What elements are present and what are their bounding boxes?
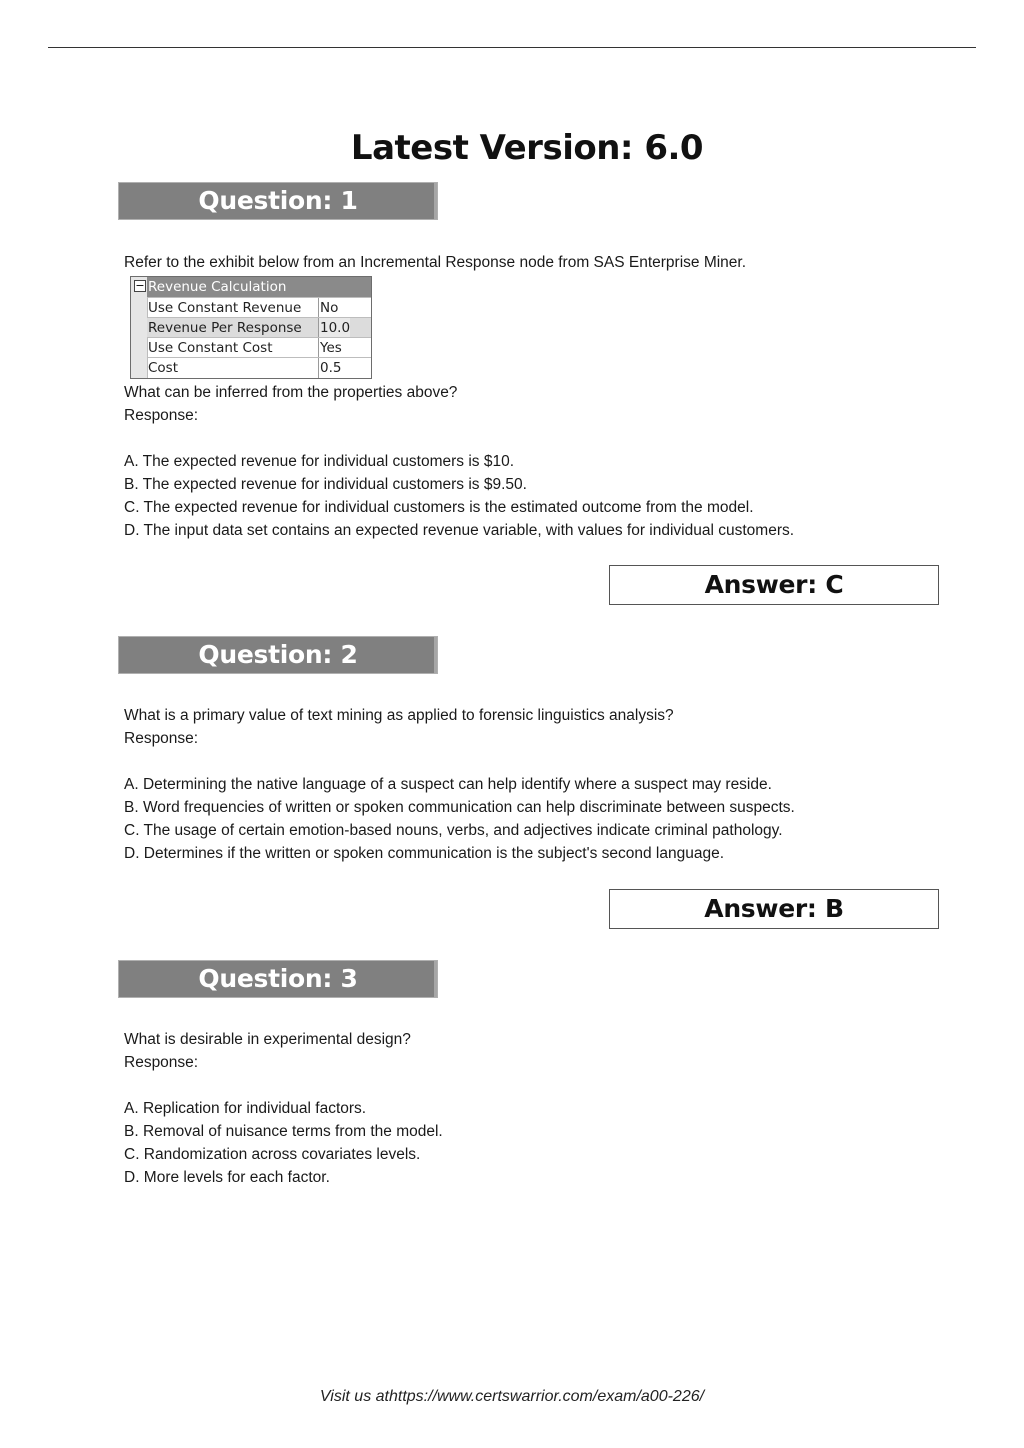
question-3-heading: Question: 3 xyxy=(118,960,438,998)
exhibit-key: Cost xyxy=(147,358,319,378)
question-2-answer: Answer: B xyxy=(609,889,939,929)
question-2-response-label: Response: xyxy=(124,730,199,747)
exhibit-row xyxy=(147,337,371,358)
question-1-prompt: Refer to the exhibit below from an Incremental Response node from SAS Enterprise Miner. xyxy=(124,254,747,271)
exhibit-row xyxy=(147,317,371,338)
exhibit-row xyxy=(147,357,371,378)
exhibit-key: Revenue Per Response xyxy=(147,318,319,338)
question-2-option-c: C. The usage of certain emotion-based nouns, verbs, and adjectives indicate criminal pathology. xyxy=(124,822,783,839)
question-1-heading: Question: 1 xyxy=(118,182,438,220)
question-3-prompt: What is desirable in experimental design? xyxy=(124,1031,411,1048)
exhibit-value: Yes xyxy=(320,340,342,356)
exhibit-value: 0.5 xyxy=(320,360,342,376)
question-1-option-a: A. The expected revenue for individual customers is $10. xyxy=(124,453,515,470)
question-2-prompt: What is a primary value of text mining as applied to forensic linguistics analysis? xyxy=(124,707,674,724)
exhibit-key: Use Constant Cost xyxy=(147,338,319,358)
question-1-answer: Answer: C xyxy=(609,565,939,605)
top-divider xyxy=(48,47,976,48)
question-3-response-label: Response: xyxy=(124,1054,199,1071)
collapse-icon: − xyxy=(135,279,145,292)
exhibit-gutter xyxy=(131,277,148,378)
page-title: Latest Version: 6.0 xyxy=(350,128,704,168)
question-3-option-b: B. Removal of nuisance terms from the model. xyxy=(124,1123,443,1140)
question-2-heading: Question: 2 xyxy=(118,636,438,674)
question-1-text: What can be inferred from the properties above? xyxy=(124,384,458,401)
question-1-option-d: D. The input data set contains an expected revenue variable, with values for individual customers. xyxy=(124,522,795,539)
exhibit-key: Use Constant Revenue xyxy=(147,298,319,318)
exhibit-row xyxy=(147,297,371,318)
question-2-option-b: B. Word frequencies of written or spoken communication can help discriminate between suspects. xyxy=(124,799,795,816)
exhibit-header: Revenue Calculation xyxy=(147,277,371,297)
revenue-calculation-exhibit xyxy=(130,276,372,379)
question-1-response-label: Response: xyxy=(124,407,199,424)
question-3-option-c: C. Randomization across covariates levels. xyxy=(124,1146,421,1163)
question-1-option-b: B. The expected revenue for individual customers is $9.50. xyxy=(124,476,527,493)
question-3-option-a: A. Replication for individual factors. xyxy=(124,1100,367,1117)
question-2-option-d: D. Determines if the written or spoken communication is the subject's second language. xyxy=(124,845,725,862)
question-2-option-a: A. Determining the native language of a suspect can help identify where a suspect may reside. xyxy=(124,776,772,793)
question-3-option-d: D. More levels for each factor. xyxy=(124,1169,330,1186)
question-1-option-c: C. The expected revenue for individual customers is the estimated outcome from the model. xyxy=(124,499,754,516)
footer-link[interactable]: Visit us athttps://www.certswarrior.com/exam/a00-226/ xyxy=(319,1388,705,1405)
exhibit-value: 10.0 xyxy=(320,320,351,336)
exhibit-value: No xyxy=(320,300,339,316)
